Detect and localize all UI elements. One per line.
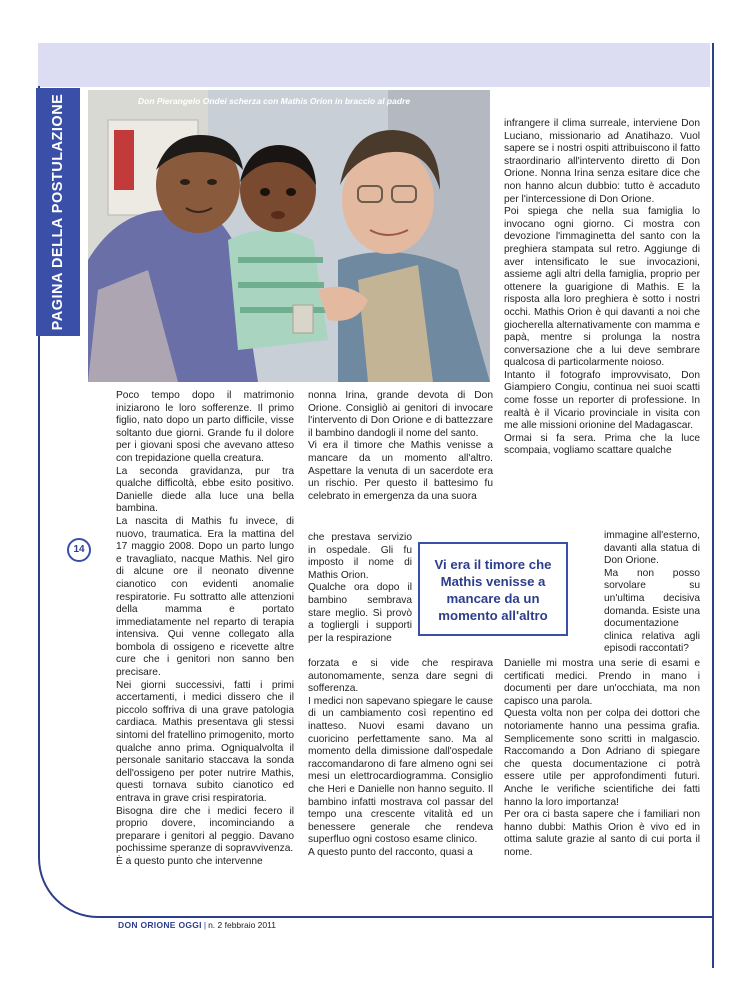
paragraph: La nascita di Mathis fu invece, di nuovo, traumatica. Era la mattina del 17 maggio 2008. Dopo un parto lungo e travagliato, nacque Mathis. Nel giro di alcune ore il neonato divenne cianotico con evidenti anomalie respiratorie. Fu sottratto alle attenzioni della mamma e portato immediatamente nel reparto di terapia intensiva. Qui venne collegato alla bombola di ossigeno e ricevette altre cure che i genitori non sanno ben precisare. [116, 515, 294, 679]
paragraph: infrangere il clima surreale, interviene Don Luciano, missionario ad Anatihazo. Vuol sapere se i nostri ospiti attribuiscono il fatto straordinario all'intervento diretto di Don Orione. Nonna Irina senza esitare dice che non hanno alcun dubbio: tutto è accaduto per l'intercessione di Don Orione. [504, 118, 700, 205]
paragraph: Poco tempo dopo il matrimonio iniziarono le loro sofferenze. Il primo figlio, nato dopo un parto difficile, visse soltanto due giorni. Grande fu il dolore per i giovani sposi che avevano atteso con trepidazione quella creatura. [116, 390, 294, 464]
paragraph: Ma non posso sorvolare su un'ultima decisiva domanda. Esiste una documentazione clinica relativa agli episodi raccontati? [604, 567, 700, 655]
footer [118, 920, 276, 930]
footer-separator: | [203, 920, 207, 930]
text-column-3-wrap [604, 530, 700, 656]
text-column-3-continued [504, 658, 700, 860]
paragraph: Poi spiega che nella sua famiglia lo invocano ogni giorno. Ci mostra con devozione l'immaginetta del santo con la preghiera stampata sul retro. Aggiunge di aver intensificato le sue invocazioni, assieme agli altri della famiglia, proprio per ottenere la guarigione di Mathis. E la risposta alla loro preghiera è sotto i nostri occhi. Mathis Orion è qui davanti a noi che giocherella alternativamente con mamma e papà, mentre si prolunga la nostra conversazione che a lui deve sembrare qualcosa di particolarmente noioso. [504, 206, 700, 369]
paragraph: Vi era il timore che Mathis venisse a mancare da un momento all'altro. Aspettare la venuta di un sacerdote era un rischio. Per questo il battesimo fu celebrato in emergenza da una suora [308, 440, 493, 502]
paragraph: che prestava servizio in ospedale. Gli fu imposto il nome di Mathis Orion. [308, 532, 412, 581]
paragraph: forzata e si vide che respirava autonomamente, senza dare segni di sofferenza. [308, 658, 493, 695]
paragraph: Nei giorni successivi, fatti i primi accertamenti, i medici dissero che il piccolo soffriva di una grave patologia cardiaca. Mathis presentava gli stessi sintomi del fratellino primogenito, morto qualche anno prima. Ogniqualvolta il personale sanitario staccava la sonda dell'ossigeno per poter nutrire Mathis, questi tornava subito cianotico ed entrava in grave crisi respiratoria. [116, 679, 294, 804]
header-band [38, 43, 710, 87]
photo-illustration [88, 90, 490, 382]
paragraph: Qualche ora dopo il bambino sembrava stare meglio. Si provò a togliergli i supporti per la respirazione [308, 582, 412, 644]
text-column-2 [308, 390, 493, 503]
page-number: 14 [67, 538, 91, 562]
paragraph: Intanto il fotografo improvvisato, Don Giampiero Congiu, continua nei suoi scatti come fosse un reporter di professione. In realtà è il Vicario provinciale in visita con me alle missioni orionine del Madagascar. [504, 369, 700, 432]
section-label: PAGINA DELLA POSTULAZIONE [50, 93, 66, 331]
paragraph: È a questo punto che intervenne [116, 855, 263, 867]
footer-brand: DON ORIONE OGGI [118, 920, 202, 930]
paragraph: Per ora ci basta sapere che i familiari non hanno dubbi: Mathis Orion è vivo ed in ottima salute grazie al santo di cui porta il nome. [504, 809, 700, 858]
text-column-2-wrap [308, 532, 412, 645]
text-column-1 [116, 390, 294, 869]
paragraph: I medici non sapevano spiegare le cause di un cambiamento così repentino ed inatteso. Nuovi esami davano un cuoricino perfettamente sano. Ma al momento della dimissione dall'ospedale raccomandarono di fare almeno ogni sei mesi un elettrocardiogramma. Consiglio che Heri e Danielle non hanno seguito. Il bambino infatti mostrava col passar del tempo una crescente vitalità ed un benessere generale che rendeva superfluo ogni costoso esame clinico. [308, 695, 493, 846]
paragraph: nonna Irina, grande devota di Don Orione. Consigliò ai genitori di invocare l'intervento di Don Orione e di battezzare il bambino dandogli il nome del santo. [308, 390, 493, 439]
photo [88, 90, 490, 382]
footer-issue: n. 2 febbraio 2011 [208, 920, 276, 930]
text-column-2-continued [308, 658, 493, 860]
paragraph: Questa volta non per colpa dei dottori che notoriamente hanno una pessima grafia. Semplicemente sono scritti in malgascio. Raccomando a Don Adriano di spiegare che questa documentazione ci potrà essere utile per approfondimenti futuri. Anche le verifiche scientifiche dei fatti hanno la loro importanza! [504, 708, 700, 808]
paragraph: A questo punto del racconto, quasi a [308, 846, 473, 858]
pull-quote-box [418, 542, 568, 636]
paragraph: La seconda gravidanza, pur tra qualche difficoltà, ebbe esito positivo. Danielle diede alla luce una bella bambina. [116, 465, 294, 515]
paragraph: Bisogna dire che i medici fecero il proprio dovere, incominciando a preparare i genitori al peggio. Davano pochissime speranze di sopravvivenza. [116, 805, 294, 855]
pull-quote-text: Vi era il timore che Mathis venisse a mancare da un momento all'altro [434, 557, 552, 623]
paragraph: Ormai si fa sera. Prima che la luce scompaia, vogliamo scattare qualche [504, 432, 700, 457]
photo-caption: Don Pierangelo Ondei scherza con Mathis Orion in braccio al padre [138, 96, 411, 106]
paragraph: Danielle mi mostra una serie di esami e certificati medici. Prendo in mano i documenti per dare un'occhiata, ma non capisco una parola. [504, 658, 700, 707]
paragraph: immagine all'esterno, davanti alla statua di Don Orione. [604, 530, 700, 567]
text-column-3 [504, 118, 700, 458]
